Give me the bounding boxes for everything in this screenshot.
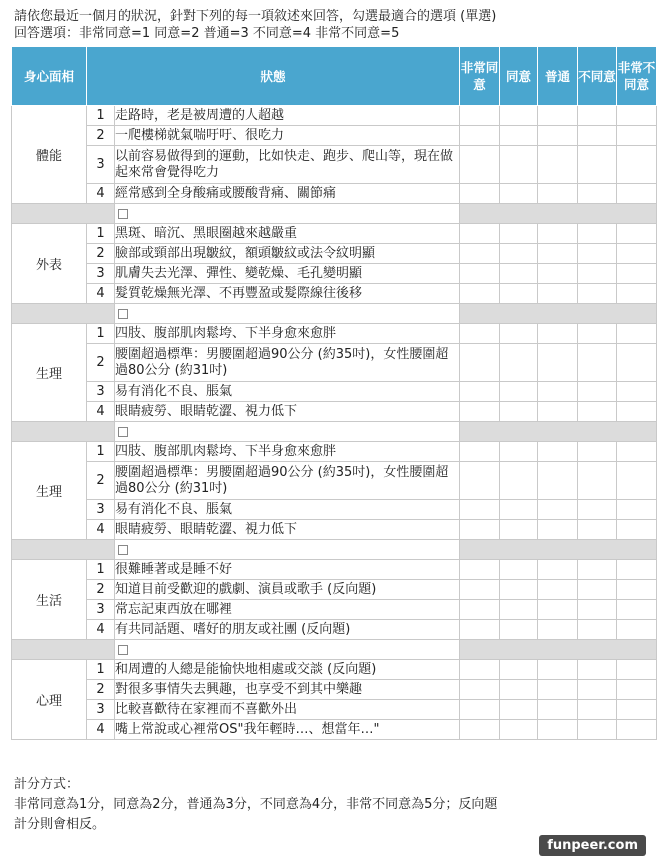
answer-cell-agree[interactable] (500, 500, 538, 520)
answer-cell-strongly-disagree[interactable] (617, 344, 657, 382)
answer-cell-strongly-agree[interactable] (460, 106, 500, 126)
item-row (12, 462, 657, 500)
answer-cell-strongly-agree[interactable] (460, 382, 500, 402)
answer-cell-strongly-agree[interactable] (460, 560, 500, 580)
answer-cell-strongly-disagree[interactable] (617, 184, 657, 204)
answer-cell-strongly-agree[interactable] (460, 580, 500, 600)
item-row (12, 442, 657, 462)
item-row (12, 382, 657, 402)
answer-cell-strongly-disagree[interactable] (617, 500, 657, 520)
item-row (12, 720, 657, 740)
answer-cell-disagree[interactable] (578, 700, 617, 720)
separator-cell (460, 304, 657, 324)
separator-cell (12, 640, 115, 660)
empty-box-icon (118, 309, 128, 319)
section-separator (12, 204, 657, 224)
item-row (12, 560, 657, 580)
item-number: 3 (87, 500, 115, 520)
header-strongly-agree: 非常同意 (460, 47, 500, 106)
answer-cell-strongly-disagree[interactable] (617, 600, 657, 620)
header-category: 身心面相 (12, 47, 87, 106)
item-number: 3 (87, 700, 115, 720)
answer-cell-strongly-disagree[interactable] (617, 224, 657, 244)
section-separator (12, 540, 657, 560)
answer-cell-neutral[interactable] (538, 500, 578, 520)
header-status: 狀態 (87, 47, 460, 106)
answer-cell-disagree[interactable] (578, 402, 617, 422)
separator-cell (460, 204, 657, 224)
item-row (12, 500, 657, 520)
empty-box-icon (118, 209, 128, 219)
answer-cell-agree[interactable] (500, 244, 538, 264)
answer-cell-neutral[interactable] (538, 442, 578, 462)
item-statement: 黑斑、暗沉、黑眼圈越來越嚴重 (115, 224, 460, 244)
answer-cell-neutral[interactable] (538, 680, 578, 700)
answer-cell-agree[interactable] (500, 660, 538, 680)
item-statement: 比較喜歡待在家裡而不喜歡外出 (115, 700, 460, 720)
item-number: 1 (87, 106, 115, 126)
answer-cell-strongly-agree[interactable] (460, 126, 500, 146)
answer-cell-neutral[interactable] (538, 324, 578, 344)
intro-instruction: 請依您最近一個月的狀況，針對下列的每一項敘述來回答，勾選最適合的選項 (單選) (14, 9, 497, 24)
item-statement: 眼睛疲勞、眼睛乾澀、視力低下 (115, 402, 460, 422)
item-statement: 常忘記東西放在哪裡 (115, 600, 460, 620)
answer-cell-strongly-agree[interactable] (460, 680, 500, 700)
answer-cell-strongly-agree[interactable] (460, 224, 500, 244)
item-number: 3 (87, 146, 115, 184)
answer-cell-strongly-disagree[interactable] (617, 324, 657, 344)
item-statement: 肌膚失去光澤、彈性、變乾燥、毛孔變明顯 (115, 264, 460, 284)
item-number: 2 (87, 462, 115, 500)
item-row (12, 184, 657, 204)
answer-cell-disagree[interactable] (578, 680, 617, 700)
answer-cell-agree[interactable] (500, 720, 538, 740)
watermark-logo: funpeer.com (539, 835, 646, 856)
survey-body (12, 106, 657, 740)
answer-cell-agree[interactable] (500, 402, 538, 422)
answer-cell-strongly-disagree[interactable] (617, 382, 657, 402)
answer-cell-neutral[interactable] (538, 184, 578, 204)
answer-cell-strongly-agree[interactable] (460, 244, 500, 264)
answer-cell-strongly-disagree[interactable] (617, 462, 657, 500)
answer-cell-neutral[interactable] (538, 700, 578, 720)
answer-cell-disagree[interactable] (578, 660, 617, 680)
answer-cell-agree[interactable] (500, 560, 538, 580)
answer-cell-strongly-agree[interactable] (460, 520, 500, 540)
item-row (12, 580, 657, 600)
header-agree: 同意 (500, 47, 538, 106)
answer-cell-disagree[interactable] (578, 382, 617, 402)
item-row (12, 284, 657, 304)
answer-cell-agree[interactable] (500, 442, 538, 462)
answer-cell-agree[interactable] (500, 324, 538, 344)
scoring-line-1: 非常同意為1分，同意為2分，普通為3分，不同意為4分，非常不同意為5分；反向題 (14, 797, 498, 812)
item-statement: 四肢、腹部肌肉鬆垮、下半身愈來愈胖 (115, 442, 460, 462)
answer-cell-disagree[interactable] (578, 462, 617, 500)
answer-cell-strongly-disagree[interactable] (617, 660, 657, 680)
answer-cell-agree[interactable] (500, 462, 538, 500)
item-row (12, 620, 657, 640)
answer-cell-strongly-agree[interactable] (460, 284, 500, 304)
separator-checkbox-cell (115, 304, 460, 324)
item-number: 3 (87, 600, 115, 620)
answer-cell-strongly-agree[interactable] (460, 500, 500, 520)
item-row (12, 244, 657, 264)
separator-cell (12, 422, 115, 442)
answer-cell-agree[interactable] (500, 264, 538, 284)
intro (14, 8, 496, 42)
answer-cell-neutral[interactable] (538, 580, 578, 600)
scoring-title: 計分方式： (14, 777, 80, 792)
item-row (12, 520, 657, 540)
answer-cell-strongly-agree[interactable] (460, 660, 500, 680)
answer-cell-strongly-disagree[interactable] (617, 442, 657, 462)
item-number: 2 (87, 126, 115, 146)
answer-cell-strongly-agree[interactable] (460, 700, 500, 720)
answer-cell-neutral[interactable] (538, 146, 578, 184)
scoring-note (14, 775, 497, 835)
answer-cell-neutral[interactable] (538, 264, 578, 284)
item-number: 2 (87, 344, 115, 382)
separator-checkbox-cell (115, 422, 460, 442)
answer-cell-strongly-agree[interactable] (460, 442, 500, 462)
separator-checkbox-cell (115, 640, 460, 660)
item-number: 3 (87, 382, 115, 402)
item-statement: 腰圍超過標準：男腰圍超過90公分 (約35吋)，女性腰圍超過80公分 (約31吋) (115, 344, 460, 382)
item-statement: 易有消化不良、脹氣 (115, 382, 460, 402)
answer-cell-disagree[interactable] (578, 264, 617, 284)
item-number: 4 (87, 620, 115, 640)
item-statement: 易有消化不良、脹氣 (115, 500, 460, 520)
answer-cell-strongly-agree[interactable] (460, 264, 500, 284)
answer-cell-neutral[interactable] (538, 382, 578, 402)
item-row (12, 600, 657, 620)
category-label: 心理 (12, 660, 87, 740)
answer-cell-disagree[interactable] (578, 620, 617, 640)
item-statement: 經常感到全身酸痛或腰酸背痛、關節痛 (115, 184, 460, 204)
answer-cell-disagree[interactable] (578, 224, 617, 244)
answer-cell-disagree[interactable] (578, 344, 617, 382)
item-row (12, 126, 657, 146)
answer-cell-neutral[interactable] (538, 720, 578, 740)
answer-cell-agree[interactable] (500, 580, 538, 600)
answer-cell-neutral[interactable] (538, 560, 578, 580)
item-statement: 一爬樓梯就氣喘吁吁、很吃力 (115, 126, 460, 146)
item-statement: 和周遭的人總是能愉快地相處或交談 (反向題) (115, 660, 460, 680)
answer-cell-disagree[interactable] (578, 580, 617, 600)
separator-cell (460, 422, 657, 442)
answer-cell-agree[interactable] (500, 126, 538, 146)
answer-cell-neutral[interactable] (538, 344, 578, 382)
answer-cell-neutral[interactable] (538, 126, 578, 146)
empty-box-icon (118, 427, 128, 437)
item-row (12, 680, 657, 700)
intro-options: 回答選項：非常同意=1 同意=2 普通=3 不同意=4 非常不同意=5 (14, 26, 400, 41)
item-statement: 知道目前受歡迎的戲劇、演員或歌手 (反向題) (115, 580, 460, 600)
item-statement: 走路時，老是被周遭的人超越 (115, 106, 460, 126)
answer-cell-neutral[interactable] (538, 462, 578, 500)
item-row (12, 660, 657, 680)
item-statement: 眼睛疲勞、眼睛乾澀、視力低下 (115, 520, 460, 540)
answer-cell-strongly-agree[interactable] (460, 720, 500, 740)
answer-cell-neutral[interactable] (538, 224, 578, 244)
item-number: 4 (87, 284, 115, 304)
item-statement: 以前容易做得到的運動，比如快走、跑步、爬山等，現在做起來常會覺得吃力 (115, 146, 460, 184)
item-row (12, 146, 657, 184)
answer-cell-neutral[interactable] (538, 600, 578, 620)
item-statement: 對很多事情失去興趣，也享受不到其中樂趣 (115, 680, 460, 700)
answer-cell-strongly-disagree[interactable] (617, 520, 657, 540)
category-label: 生理 (12, 324, 87, 422)
answer-cell-disagree[interactable] (578, 442, 617, 462)
answer-cell-disagree[interactable] (578, 560, 617, 580)
answer-cell-strongly-disagree[interactable] (617, 680, 657, 700)
item-statement: 腰圍超過標準：男腰圍超過90公分 (約35吋)，女性腰圍超過80公分 (約31吋) (115, 462, 460, 500)
answer-cell-neutral[interactable] (538, 402, 578, 422)
item-statement: 很難睡著或是睡不好 (115, 560, 460, 580)
answer-cell-strongly-disagree[interactable] (617, 284, 657, 304)
answer-cell-strongly-disagree[interactable] (617, 106, 657, 126)
answer-cell-strongly-disagree[interactable] (617, 264, 657, 284)
category-label: 生理 (12, 442, 87, 540)
item-statement: 髮質乾燥無光澤、不再豐盈或髮際線往後移 (115, 284, 460, 304)
separator-checkbox-cell (115, 540, 460, 560)
item-number: 2 (87, 580, 115, 600)
answer-cell-strongly-disagree[interactable] (617, 580, 657, 600)
separator-cell (12, 204, 115, 224)
answer-cell-strongly-disagree[interactable] (617, 402, 657, 422)
answer-cell-agree[interactable] (500, 520, 538, 540)
answer-cell-neutral[interactable] (538, 106, 578, 126)
answer-cell-neutral[interactable] (538, 660, 578, 680)
answer-cell-neutral[interactable] (538, 620, 578, 640)
answer-cell-disagree[interactable] (578, 720, 617, 740)
item-number: 1 (87, 324, 115, 344)
answer-cell-agree[interactable] (500, 620, 538, 640)
item-row (12, 106, 657, 126)
item-statement: 嘴上常說或心裡常OS"我年輕時…、想當年…" (115, 720, 460, 740)
empty-box-icon (118, 545, 128, 555)
header-neutral: 普通 (538, 47, 578, 106)
answer-cell-strongly-agree[interactable] (460, 146, 500, 184)
answer-cell-disagree[interactable] (578, 520, 617, 540)
answer-cell-neutral[interactable] (538, 520, 578, 540)
answer-cell-strongly-agree[interactable] (460, 402, 500, 422)
item-row (12, 344, 657, 382)
item-number: 1 (87, 442, 115, 462)
empty-box-icon (118, 645, 128, 655)
item-statement: 四肢、腹部肌肉鬆垮、下半身愈來愈胖 (115, 324, 460, 344)
answer-cell-neutral[interactable] (538, 284, 578, 304)
item-number: 4 (87, 402, 115, 422)
separator-cell (12, 304, 115, 324)
item-row (12, 402, 657, 422)
answer-cell-neutral[interactable] (538, 244, 578, 264)
answer-cell-agree[interactable] (500, 700, 538, 720)
answer-cell-agree[interactable] (500, 344, 538, 382)
answer-cell-disagree[interactable] (578, 146, 617, 184)
answer-cell-strongly-disagree[interactable] (617, 720, 657, 740)
answer-cell-strongly-agree[interactable] (460, 600, 500, 620)
answer-cell-agree[interactable] (500, 224, 538, 244)
item-statement: 有共同話題、嗜好的朋友或社團 (反向題) (115, 620, 460, 640)
answer-cell-strongly-agree[interactable] (460, 462, 500, 500)
item-row (12, 264, 657, 284)
answer-cell-strongly-disagree[interactable] (617, 700, 657, 720)
separator-checkbox-cell (115, 204, 460, 224)
item-row (12, 324, 657, 344)
answer-cell-agree[interactable] (500, 106, 538, 126)
answer-cell-disagree[interactable] (578, 600, 617, 620)
answer-cell-disagree[interactable] (578, 184, 617, 204)
separator-cell (12, 540, 115, 560)
header-strongly-disagree: 非常不同意 (617, 47, 657, 106)
answer-cell-strongly-agree[interactable] (460, 184, 500, 204)
item-number: 1 (87, 224, 115, 244)
answer-cell-agree[interactable] (500, 184, 538, 204)
item-statement: 臉部或頸部出現皺紋，額頭皺紋或法令紋明顯 (115, 244, 460, 264)
item-number: 1 (87, 660, 115, 680)
answer-cell-disagree[interactable] (578, 244, 617, 264)
item-number: 4 (87, 520, 115, 540)
answer-cell-strongly-agree[interactable] (460, 324, 500, 344)
header-disagree: 不同意 (578, 47, 617, 106)
item-number: 1 (87, 560, 115, 580)
section-separator (12, 640, 657, 660)
item-row (12, 224, 657, 244)
separator-cell (460, 540, 657, 560)
answer-cell-agree[interactable] (500, 600, 538, 620)
answer-cell-agree[interactable] (500, 382, 538, 402)
answer-cell-agree[interactable] (500, 146, 538, 184)
item-number: 2 (87, 244, 115, 264)
answer-cell-disagree[interactable] (578, 500, 617, 520)
section-separator (12, 422, 657, 442)
answer-cell-strongly-agree[interactable] (460, 620, 500, 640)
scoring-line-2: 計分則會相反。 (14, 817, 106, 832)
item-row (12, 700, 657, 720)
category-label: 體能 (12, 106, 87, 204)
item-number: 4 (87, 720, 115, 740)
answer-cell-strongly-disagree[interactable] (617, 146, 657, 184)
answer-cell-disagree[interactable] (578, 284, 617, 304)
answer-cell-disagree[interactable] (578, 324, 617, 344)
section-separator (12, 304, 657, 324)
separator-cell (460, 640, 657, 660)
answer-cell-strongly-disagree[interactable] (617, 126, 657, 146)
answer-cell-strongly-disagree[interactable] (617, 560, 657, 580)
header-row (12, 47, 657, 106)
category-label: 外表 (12, 224, 87, 304)
answer-cell-disagree[interactable] (578, 126, 617, 146)
answer-cell-agree[interactable] (500, 680, 538, 700)
category-label: 生活 (12, 560, 87, 640)
item-number: 2 (87, 680, 115, 700)
answer-cell-agree[interactable] (500, 284, 538, 304)
survey-table (11, 46, 657, 740)
answer-cell-strongly-disagree[interactable] (617, 620, 657, 640)
item-number: 3 (87, 264, 115, 284)
answer-cell-strongly-agree[interactable] (460, 344, 500, 382)
answer-cell-disagree[interactable] (578, 106, 617, 126)
answer-cell-strongly-disagree[interactable] (617, 244, 657, 264)
item-number: 4 (87, 184, 115, 204)
